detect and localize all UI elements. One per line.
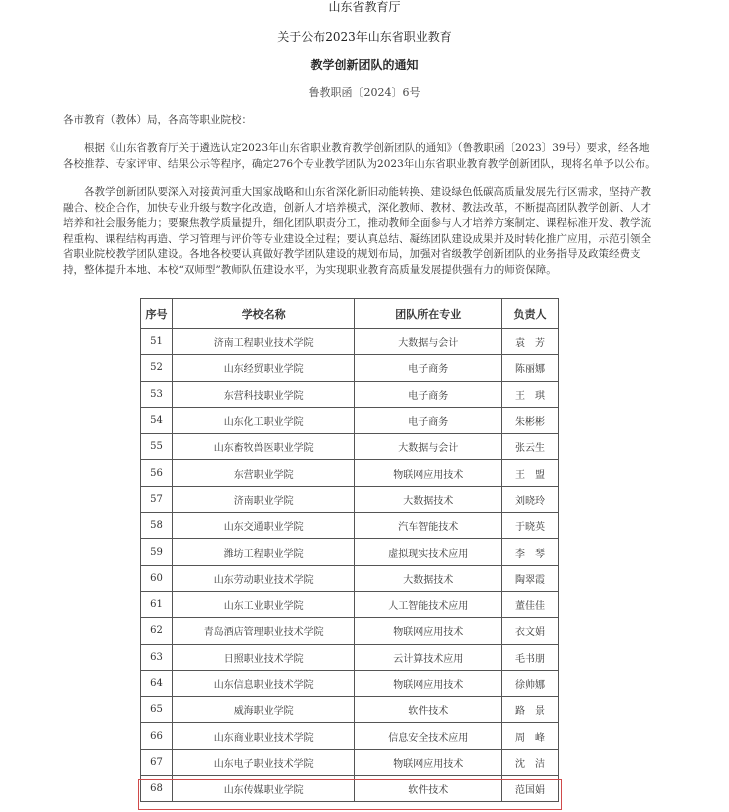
cell-school: 山东畜牧兽医职业学院 xyxy=(172,434,355,460)
cell-school: 济南工程职业技术学院 xyxy=(172,329,355,355)
header-major: 团队所在专业 xyxy=(355,299,502,329)
cell-leader: 袁 芳 xyxy=(502,329,559,355)
cell-major: 大数据与会计 xyxy=(355,434,502,460)
paragraph-1: 根据《山东省教育厅关于遴选认定2023年山东省职业教育教学创新团队的通知》（鲁教职函〔2023〕39号）要求，经各地各校推荐、专家评审、结果公示等程序，确定276个专业教学团队为2023年山东省职业教育教学创新团队，现将名单予以公布。 xyxy=(63,142,656,170)
cell-major: 大数据技术 xyxy=(355,565,502,591)
cell-leader: 路 景 xyxy=(502,697,559,723)
table-header-row xyxy=(141,299,559,329)
cell-leader: 周 峰 xyxy=(502,723,559,749)
cell-school: 威海职业学院 xyxy=(172,697,355,723)
notice-title-line1: 关于公布2023年山东省职业教育 xyxy=(277,30,452,44)
cell-leader: 陶翠霞 xyxy=(502,565,559,591)
cell-index: 67 xyxy=(141,749,173,775)
cell-index: 66 xyxy=(141,723,173,749)
cell-index: 53 xyxy=(141,381,173,407)
header-leader: 负责人 xyxy=(502,299,559,329)
cell-index: 52 xyxy=(141,355,173,381)
table-row xyxy=(141,407,559,433)
cell-major: 电子商务 xyxy=(355,355,502,381)
cell-leader: 王 盟 xyxy=(502,460,559,486)
cell-index: 54 xyxy=(141,407,173,433)
table-row xyxy=(141,460,559,486)
cell-major: 电子商务 xyxy=(355,407,502,433)
document-number: 鲁教职函〔2024〕6号 xyxy=(308,86,421,99)
notice-title-line2: 教学创新团队的通知 xyxy=(310,58,419,72)
cell-school: 东营职业学院 xyxy=(172,460,355,486)
cell-major: 物联网应用技术 xyxy=(355,670,502,696)
cell-leader: 李 琴 xyxy=(502,539,559,565)
table-row xyxy=(141,381,559,407)
cell-leader: 张云生 xyxy=(502,434,559,460)
cell-major: 大数据技术 xyxy=(355,486,502,512)
table-row xyxy=(141,434,559,460)
issuing-organization: 山东省教育厅 xyxy=(328,0,401,14)
table-row xyxy=(141,776,559,802)
cell-major: 虚拟现实技术应用 xyxy=(355,539,502,565)
cell-index: 64 xyxy=(141,670,173,696)
cell-index: 65 xyxy=(141,697,173,723)
cell-school: 东营科技职业学院 xyxy=(172,381,355,407)
cell-index: 62 xyxy=(141,618,173,644)
cell-major: 软件技术 xyxy=(355,776,502,802)
cell-index: 51 xyxy=(141,329,173,355)
cell-school: 青岛酒店管理职业技术学院 xyxy=(172,618,355,644)
cell-school: 山东商业职业技术学院 xyxy=(172,723,355,749)
table-row xyxy=(141,355,559,381)
cell-major: 云计算技术应用 xyxy=(355,644,502,670)
cell-school: 山东劳动职业技术学院 xyxy=(172,565,355,591)
cell-index: 56 xyxy=(141,460,173,486)
table-body xyxy=(141,329,559,802)
cell-index: 55 xyxy=(141,434,173,460)
cell-index: 60 xyxy=(141,565,173,591)
table-row xyxy=(141,644,559,670)
cell-leader: 朱彬彬 xyxy=(502,407,559,433)
cell-leader: 徐帅娜 xyxy=(502,670,559,696)
cell-leader: 于晓英 xyxy=(502,513,559,539)
cell-school: 山东交通职业学院 xyxy=(172,513,355,539)
teams-table xyxy=(140,298,559,802)
cell-school: 山东工业职业学院 xyxy=(172,591,355,617)
cell-leader: 毛书朋 xyxy=(502,644,559,670)
header-index: 序号 xyxy=(141,299,173,329)
cell-school: 山东经贸职业学院 xyxy=(172,355,355,381)
table-row xyxy=(141,749,559,775)
cell-school: 潍坊工程职业学院 xyxy=(172,539,355,565)
table-row xyxy=(141,539,559,565)
cell-major: 电子商务 xyxy=(355,381,502,407)
paragraph-2: 各教学创新团队要深入对接黄河重大国家战略和山东省深化新旧动能转换、建设绿色低碳高质量发展先行区需求，坚持产教融合、校企合作，加快专业升级与数字化改造，创新人才培养模式，深化教师、教材、教法改革，不断提高团队教学创新、人才培养和社会服务能力；要聚焦教学质量提升，细化团队职责分工，推动教师全面参与人才培养方案制定、课程标准开发、教学流程重构、课程结构再造、学习管理与评价等专业建设全过程；要认真总结、凝练团队建设成果并及时转化推广应用，示范引领全省职业院校教学团队建设。各地各校要认真做好教学团队建设的规划布局，加强对省级教学创新团队的业务指导及政策经费支持，整体提升本地、本校“双师型”教师队伍建设水平，为实现职业教育高质量发展提供强有力的师资保障。 xyxy=(63,186,651,276)
cell-school: 山东信息职业技术学院 xyxy=(172,670,355,696)
salutation: 各市教育（教体）局，各高等职业院校： xyxy=(63,114,252,126)
cell-index: 58 xyxy=(141,513,173,539)
cell-major: 物联网应用技术 xyxy=(355,749,502,775)
cell-index: 59 xyxy=(141,539,173,565)
cell-leader: 范国娟 xyxy=(502,776,559,802)
cell-index: 61 xyxy=(141,591,173,617)
cell-leader: 王 琪 xyxy=(502,381,559,407)
cell-leader: 董佳佳 xyxy=(502,591,559,617)
cell-school: 济南职业学院 xyxy=(172,486,355,512)
table-row xyxy=(141,618,559,644)
cell-major: 信息安全技术应用 xyxy=(355,723,502,749)
cell-major: 大数据与会计 xyxy=(355,329,502,355)
cell-school: 日照职业技术学院 xyxy=(172,644,355,670)
header-school: 学校名称 xyxy=(172,299,355,329)
cell-index: 63 xyxy=(141,644,173,670)
table-row xyxy=(141,329,559,355)
cell-leader: 陈丽娜 xyxy=(502,355,559,381)
table-row xyxy=(141,486,559,512)
cell-major: 软件技术 xyxy=(355,697,502,723)
table-row xyxy=(141,591,559,617)
cell-index: 57 xyxy=(141,486,173,512)
table-row xyxy=(141,697,559,723)
table-row xyxy=(141,565,559,591)
cell-major: 汽车智能技术 xyxy=(355,513,502,539)
cell-major: 物联网应用技术 xyxy=(355,618,502,644)
cell-major: 物联网应用技术 xyxy=(355,460,502,486)
cell-leader: 衣文娟 xyxy=(502,618,559,644)
table-row xyxy=(141,723,559,749)
cell-major: 人工智能技术应用 xyxy=(355,591,502,617)
cell-school: 山东电子职业技术学院 xyxy=(172,749,355,775)
cell-school: 山东化工职业学院 xyxy=(172,407,355,433)
table-row xyxy=(141,670,559,696)
cell-leader: 沈 洁 xyxy=(502,749,559,775)
cell-leader: 刘晓玲 xyxy=(502,486,559,512)
cell-index: 68 xyxy=(141,776,173,802)
table-row xyxy=(141,513,559,539)
cell-school: 山东传媒职业学院 xyxy=(172,776,355,802)
